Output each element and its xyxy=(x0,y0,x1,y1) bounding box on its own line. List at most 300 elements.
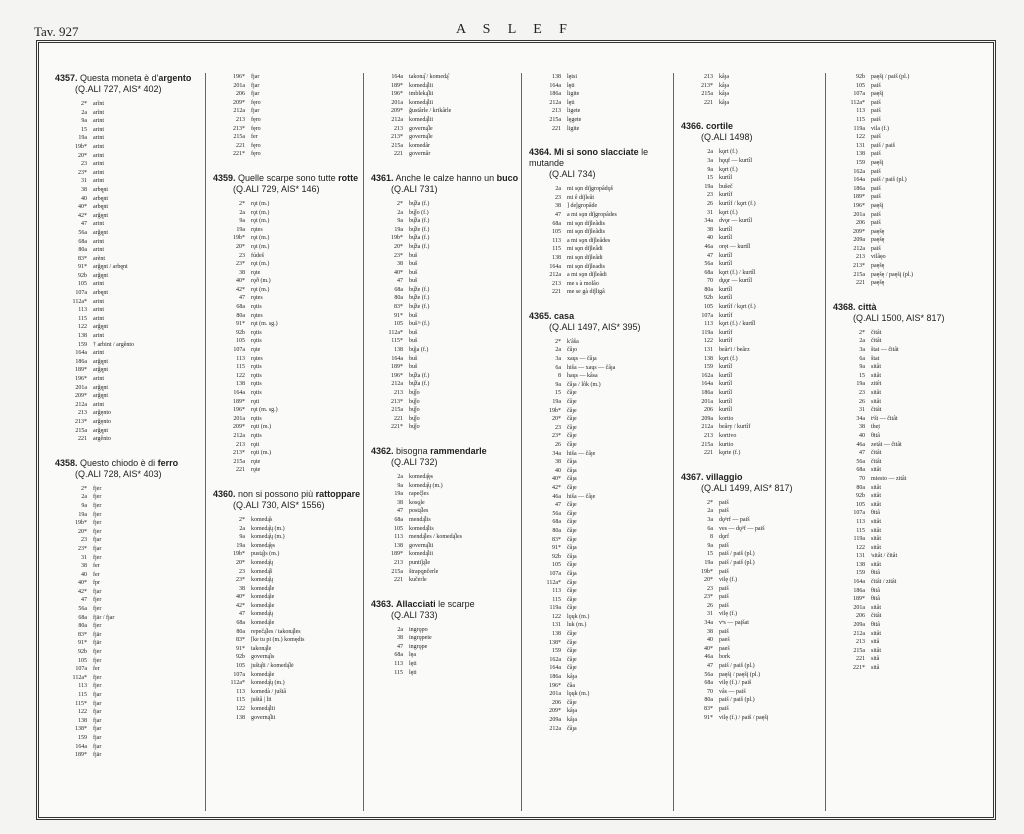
dialect-form: buš xyxy=(409,252,418,259)
table-row xyxy=(211,217,361,226)
locality-code: 68a xyxy=(394,516,403,523)
table-row xyxy=(211,679,361,688)
locality-code: 83* xyxy=(394,304,403,311)
question-keyword: casa xyxy=(554,310,575,321)
table-row xyxy=(211,714,361,723)
table-row xyxy=(53,665,203,674)
dialect-form: komedą̂š xyxy=(251,568,273,575)
table-row xyxy=(369,337,519,346)
table-row xyxy=(831,133,981,142)
dialect-form: kâȷa xyxy=(719,99,729,106)
locality-code: 107a xyxy=(75,666,87,673)
table-row xyxy=(369,525,519,534)
table-row xyxy=(527,398,677,407)
locality-code: 38 xyxy=(81,563,87,570)
table-row xyxy=(679,568,829,577)
locality-code: 189* xyxy=(853,194,865,201)
table-row xyxy=(527,220,677,229)
question-number: 4357. xyxy=(55,73,78,83)
table-row xyxy=(527,467,677,476)
dialect-form: fjar xyxy=(251,82,260,89)
dialect-form: hiša — čâȷe xyxy=(567,450,596,457)
dialect-form: rǫt (m.) xyxy=(251,209,270,216)
locality-code: 138 xyxy=(552,254,561,261)
dialect-form: kǫrt (f.) xyxy=(719,166,738,173)
locality-code: 221 xyxy=(78,436,87,443)
dialect-form: kurtîl xyxy=(719,175,732,182)
table-row xyxy=(53,751,203,760)
dialect-form: vilę (f.) xyxy=(719,611,737,618)
table-row xyxy=(211,568,361,577)
locality-code: 2a xyxy=(707,149,713,156)
dialect-form: paiš xyxy=(871,82,881,89)
table-row xyxy=(211,696,361,705)
dialect-form: dṷǫr — kurtîl xyxy=(719,278,752,285)
dialect-form: fjer xyxy=(93,657,102,664)
dialect-form: rǫtes xyxy=(251,312,263,319)
locality-code: 213 xyxy=(856,254,865,261)
dialect-form: komedą̂lii xyxy=(409,82,433,89)
locality-code: 131 xyxy=(704,347,713,354)
locality-code: 38 xyxy=(555,203,561,210)
locality-code: 115* xyxy=(75,700,87,707)
dialect-form: takoną̂le xyxy=(251,645,272,652)
locality-code: 40 xyxy=(81,195,87,202)
table-row xyxy=(831,595,981,604)
table-row xyxy=(369,329,519,338)
question-number: 4366. xyxy=(681,121,704,132)
table-row xyxy=(831,552,981,561)
locality-code: 221 xyxy=(856,280,865,287)
table-row xyxy=(53,315,203,324)
table-row xyxy=(527,263,677,272)
dialect-form: vila (f.) xyxy=(871,125,889,132)
locality-code: 206 xyxy=(856,613,865,620)
table-row xyxy=(831,535,981,544)
table-row xyxy=(831,612,981,621)
locality-code: 201a xyxy=(853,604,865,611)
dialect-form: ligite xyxy=(567,125,580,132)
locality-code: 68a xyxy=(552,220,561,227)
table-row xyxy=(211,516,361,525)
question-reference: (Q.ALI 1499, AIS* 817) xyxy=(701,482,793,493)
locality-code: 138 xyxy=(394,347,403,354)
table-row xyxy=(527,647,677,656)
table-row xyxy=(369,482,519,491)
locality-code: 31 xyxy=(707,611,713,618)
table-row xyxy=(369,490,519,499)
table-row xyxy=(831,647,981,656)
question-title xyxy=(211,489,361,500)
locality-code: 215a xyxy=(853,647,865,654)
table-row xyxy=(53,323,203,332)
table-row xyxy=(369,234,519,243)
locality-code: 91* xyxy=(394,312,403,319)
table-row xyxy=(831,219,981,228)
dialect-form: buš xyxy=(409,312,418,319)
table-row xyxy=(53,528,203,537)
dialect-form: čitât xyxy=(871,407,882,414)
locality-code: 34a xyxy=(856,415,865,422)
locality-code: 138 xyxy=(552,631,561,638)
dialect-form: governą̂le xyxy=(409,125,433,132)
locality-code: 189* xyxy=(75,367,87,374)
table-row xyxy=(369,406,519,415)
dialect-form: postą̂les xyxy=(409,508,429,515)
table-row xyxy=(211,533,361,542)
table-row xyxy=(53,212,203,221)
locality-code: 113 xyxy=(856,108,865,115)
locality-code: 215a xyxy=(391,142,403,149)
table-row xyxy=(831,99,981,108)
locality-code: 23 xyxy=(707,585,713,592)
table-row xyxy=(211,82,361,91)
table-row xyxy=(211,73,361,82)
dialect-form: komedą̂ęs xyxy=(409,473,433,480)
table-row xyxy=(831,664,981,673)
table-row xyxy=(527,346,677,355)
dialect-form: rǫtes xyxy=(251,226,263,233)
dialect-form: štat xyxy=(871,355,880,362)
table-row xyxy=(53,203,203,212)
table-row xyxy=(53,229,203,238)
table-row xyxy=(527,587,677,596)
table-row xyxy=(369,634,519,643)
table-row xyxy=(369,415,519,424)
locality-code: 83* xyxy=(552,536,561,543)
dialect-form: paiš xyxy=(719,594,729,601)
question-section xyxy=(211,489,361,722)
table-row xyxy=(679,636,829,645)
question-text: Questo chiodo è di xyxy=(80,457,158,468)
dialect-form: fęro xyxy=(251,142,261,149)
dialect-form: fjer xyxy=(93,494,102,501)
locality-code: 213* xyxy=(233,450,245,457)
locality-code: 221 xyxy=(394,415,403,422)
locality-code: 115* xyxy=(391,338,403,345)
dialect-form: lȩtsi xyxy=(567,74,577,80)
table-row xyxy=(211,645,361,654)
table-row xyxy=(369,269,519,278)
locality-code: 91* xyxy=(552,545,561,552)
locality-code: 113 xyxy=(552,588,561,595)
locality-code: 138 xyxy=(856,151,865,158)
table-row xyxy=(369,542,519,551)
locality-code: 105 xyxy=(78,657,87,664)
locality-code: 113 xyxy=(236,355,245,362)
table-row xyxy=(369,107,519,116)
dialect-form: arint xyxy=(93,298,104,305)
table-row xyxy=(211,610,361,619)
table-row xyxy=(831,253,981,262)
locality-code: 164a xyxy=(549,82,561,89)
locality-code: 212a xyxy=(549,725,561,732)
table-row xyxy=(527,639,677,648)
dialect-form: rǫtis xyxy=(251,364,262,371)
locality-code: 19a xyxy=(78,511,87,518)
dialect-form: paiš xyxy=(871,211,881,218)
dialect-form: sitât xyxy=(871,390,881,396)
dialect-form: rǫti xyxy=(251,441,260,448)
table-row xyxy=(369,226,519,235)
question-keyword: cortile xyxy=(706,121,734,132)
table-row xyxy=(831,578,981,587)
locality-code: 80a xyxy=(394,295,403,302)
locality-code: 209a xyxy=(701,415,713,422)
dialect-form: bų̂ža (f.) xyxy=(409,200,430,207)
table-row xyxy=(211,636,361,645)
dialect-form: ligete xyxy=(567,108,581,115)
table-row xyxy=(211,329,361,338)
locality-code: 221 xyxy=(394,577,403,584)
dialect-form: rǫt (m.) xyxy=(251,218,270,225)
column xyxy=(527,73,677,737)
dialect-form: fjar xyxy=(93,726,102,733)
table-row xyxy=(53,298,203,307)
locality-code: 131 xyxy=(552,622,561,629)
dialect-form: paiš xyxy=(871,168,881,175)
dialect-form: haųs — kâsa xyxy=(567,373,598,380)
locality-code: 105 xyxy=(394,525,403,532)
dialect-form: buš xyxy=(409,364,418,371)
dialect-form: paiš xyxy=(871,134,881,141)
locality-code: 23 xyxy=(239,252,245,259)
table-row xyxy=(53,734,203,743)
locality-code: 9a xyxy=(707,166,713,173)
dialect-form: paęšę / paęšį (pl.) xyxy=(871,271,913,278)
table-row xyxy=(831,518,981,527)
locality-code: 186a xyxy=(853,587,865,594)
dialect-form: čâȷe xyxy=(567,399,577,406)
column-divider xyxy=(205,73,206,811)
table-row xyxy=(679,628,829,637)
locality-code: 221 xyxy=(704,450,713,457)
question-reference: (Q.ALI 731) xyxy=(391,183,438,194)
locality-code: 213* xyxy=(233,125,245,132)
locality-code: 46a xyxy=(552,493,561,500)
table-row xyxy=(527,579,677,588)
dialect-form: beâr'i / beârz xyxy=(719,347,750,354)
locality-code: 92b xyxy=(78,649,87,656)
dialect-form: sitât xyxy=(871,561,881,568)
locality-code: 206 xyxy=(856,220,865,227)
dialect-form: rǫt (m.) xyxy=(251,286,270,293)
dialect-form: arğęnto xyxy=(93,410,111,417)
question-section xyxy=(831,73,981,288)
locality-code: 105 xyxy=(552,562,561,569)
dialect-form: arbę̨nt xyxy=(93,186,108,193)
dialect-form: čâȷa xyxy=(567,467,577,474)
table-row xyxy=(211,705,361,714)
locality-code: 40 xyxy=(707,637,713,644)
table-row xyxy=(831,638,981,647)
question-keyword: rotte xyxy=(338,172,359,183)
dialect-form: čâȷa xyxy=(567,476,577,483)
dialect-form: čâȷo xyxy=(567,347,577,354)
table-row xyxy=(831,432,981,441)
dialect-form: čitât xyxy=(871,329,882,336)
locality-code: 201a xyxy=(233,82,245,89)
dialect-form: rǫtes xyxy=(251,355,263,362)
question-section xyxy=(369,173,519,432)
locality-code: 189* xyxy=(391,364,403,371)
dialect-form: kurtio xyxy=(719,441,734,448)
table-row xyxy=(831,228,981,237)
locality-code: 209* xyxy=(233,99,245,106)
dialect-form: kâȷa xyxy=(719,82,729,89)
locality-code: 221 xyxy=(394,151,403,158)
dialect-form: ingrǫpete xyxy=(409,635,432,642)
dialect-form: paiš / paiš (pl.) xyxy=(719,663,755,670)
table-row xyxy=(53,682,203,691)
dialect-form: fjer xyxy=(93,674,102,681)
table-row xyxy=(211,423,361,432)
locality-code: 215a xyxy=(391,407,403,414)
header-letter: L xyxy=(507,22,517,37)
table-row xyxy=(527,570,677,579)
locality-code: 112a* xyxy=(546,579,561,586)
dialect-form: paiš / paiš (pl.) xyxy=(719,551,755,558)
locality-code: 221 xyxy=(704,99,713,106)
locality-code: 213* xyxy=(75,418,87,425)
locality-code: 112a* xyxy=(72,674,87,681)
dialect-form: arint xyxy=(93,221,104,228)
table-row xyxy=(211,226,361,235)
table-row xyxy=(527,690,677,699)
locality-code: 2* xyxy=(555,338,561,345)
dialect-form: fjar xyxy=(93,717,102,724)
question-section xyxy=(211,73,361,159)
table-row xyxy=(679,542,829,551)
locality-code: 19b* xyxy=(391,235,403,242)
dialect-form: θitâ xyxy=(871,510,880,517)
table-row xyxy=(211,116,361,125)
question-number: 4360. xyxy=(213,488,236,499)
dialect-form: fjer xyxy=(93,485,102,492)
table-row xyxy=(53,622,203,631)
dialect-form: sitât xyxy=(871,647,881,654)
locality-code: 38 xyxy=(397,261,403,268)
locality-code: 47 xyxy=(397,508,403,515)
question-number: 4368. xyxy=(833,301,856,312)
dialect-form: paiš xyxy=(719,542,729,549)
dialect-form: me s à molâo xyxy=(567,280,599,287)
table-row xyxy=(527,237,677,246)
locality-code: 159 xyxy=(856,570,865,577)
table-row xyxy=(211,688,361,697)
question-section xyxy=(369,446,519,585)
dialect-form: sitât xyxy=(871,364,881,371)
locality-code: 213* xyxy=(391,398,403,405)
dialect-form: arğę̨nt xyxy=(93,384,108,391)
table-row xyxy=(831,484,981,493)
table-row xyxy=(53,375,203,384)
table-row xyxy=(679,602,829,611)
locality-code: 138 xyxy=(552,74,561,80)
locality-code: 186a xyxy=(701,390,713,396)
table-row xyxy=(527,699,677,708)
locality-code: 105 xyxy=(704,304,713,311)
locality-code: 159 xyxy=(856,159,865,166)
dialect-form: paęšį xyxy=(871,159,884,166)
locality-code: 201a xyxy=(853,211,865,218)
locality-code: 38 xyxy=(555,459,561,466)
locality-code: 213 xyxy=(856,639,865,646)
table-row xyxy=(527,82,677,91)
locality-code: 47 xyxy=(707,252,713,259)
locality-code: 92b xyxy=(78,272,87,279)
dialect-form: komedą̂s xyxy=(251,516,273,523)
header-letter: A xyxy=(455,22,467,37)
dialect-form: paiš xyxy=(719,602,729,609)
dialect-form: arẽnt xyxy=(93,255,105,262)
dialect-form: fjar xyxy=(93,537,102,544)
locality-code: 23* xyxy=(394,252,403,259)
dialect-form: čâȷe xyxy=(567,648,577,655)
locality-code: 159 xyxy=(704,364,713,371)
dialect-form: čâȷe xyxy=(567,665,577,672)
dialect-form: komedą̂ie xyxy=(251,602,275,609)
locality-code: 213* xyxy=(701,82,713,89)
locality-code: 34a xyxy=(704,620,713,627)
dialect-form: zitêt xyxy=(871,381,882,388)
table-row xyxy=(53,485,203,494)
question-keyword: rammendarle xyxy=(430,445,487,456)
table-row xyxy=(211,441,361,450)
table-row xyxy=(831,245,981,254)
dialect-form: arint xyxy=(93,281,104,288)
dialect-form: kurtîl xyxy=(719,372,732,379)
table-row xyxy=(369,651,519,660)
locality-code: 56a xyxy=(78,606,87,613)
dialect-form: bų̂ǰo xyxy=(409,415,420,422)
question-title xyxy=(211,173,361,184)
locality-code: 115 xyxy=(236,697,245,704)
dialect-form: imbleką̂lii xyxy=(409,91,434,98)
table-frame xyxy=(36,40,996,820)
dialect-form: rǫt (m.) xyxy=(251,243,270,250)
table-row xyxy=(527,73,677,82)
locality-code: 119a xyxy=(549,605,561,612)
locality-code: 15 xyxy=(707,175,713,182)
dialect-form: paiš / paiš (pl.) xyxy=(871,177,907,184)
locality-code: 20* xyxy=(236,243,245,250)
table-row xyxy=(679,653,829,662)
dialect-form: sitâ xyxy=(871,665,880,671)
locality-code: 47 xyxy=(555,211,561,218)
question-title xyxy=(679,121,829,132)
locality-code: 2a xyxy=(555,347,561,354)
dialect-form: ] deǰgropâde xyxy=(567,203,598,210)
dialect-form: fjer xyxy=(93,528,102,535)
dialect-form: arint xyxy=(93,376,104,382)
table-row xyxy=(211,209,361,218)
locality-code: 92b xyxy=(236,654,245,661)
locality-code: 19b* xyxy=(549,407,561,414)
locality-code: 138* xyxy=(549,639,561,646)
dialect-form: arint xyxy=(93,118,104,125)
dialect-form: vilę (f.) xyxy=(719,577,737,584)
table-row xyxy=(831,527,981,536)
locality-code: 20* xyxy=(704,577,713,584)
column xyxy=(679,73,829,726)
question-reference: (Q.ALI 729, AIS* 146) xyxy=(233,183,320,194)
locality-code: 122 xyxy=(552,613,561,620)
question-text: le scarpe xyxy=(435,598,475,609)
table-row xyxy=(679,209,829,218)
dialect-form: fjär xyxy=(93,631,102,638)
question-title xyxy=(53,73,203,84)
